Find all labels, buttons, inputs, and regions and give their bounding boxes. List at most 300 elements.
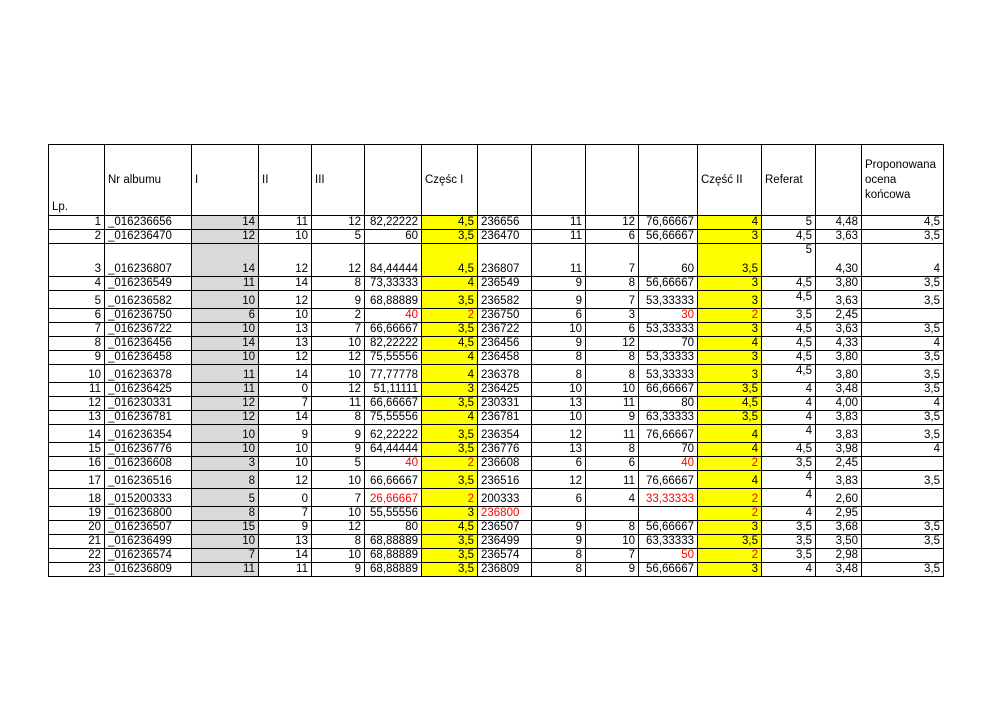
cell-final-grade: 3,5 xyxy=(862,411,944,425)
cell-referat: 4 xyxy=(762,471,816,489)
cell-part2-a: 9 xyxy=(532,535,586,549)
cell-part2-a: 8 xyxy=(532,351,586,365)
cell-referat: 3,5 xyxy=(762,457,816,471)
cell-referat: 4,5 xyxy=(762,351,816,365)
cell-ii: 12 xyxy=(259,244,312,277)
cell-czesc-i: 3,5 xyxy=(422,471,478,489)
header-blank-1 xyxy=(365,145,422,216)
cell-ii: 14 xyxy=(259,549,312,563)
cell-lp: 2 xyxy=(49,230,105,244)
cell-czesc-i: 2 xyxy=(422,457,478,471)
cell-id: 236608 xyxy=(478,457,532,471)
table-row xyxy=(49,216,944,230)
cell-referat: 4,5 xyxy=(762,277,816,291)
cell-lp: 5 xyxy=(49,291,105,309)
cell-referat: 4 xyxy=(762,411,816,425)
cell-nr-albumu: _016236499 xyxy=(105,535,192,549)
cell-czesc-i: 3,5 xyxy=(422,230,478,244)
cell-part2-b: 10 xyxy=(586,383,639,397)
cell-referat: 4 xyxy=(762,397,816,411)
cell-average: 2,60 xyxy=(816,489,862,507)
header-ii: II xyxy=(259,145,312,216)
cell-percent-2: 30 xyxy=(639,309,698,323)
cell-ii: 9 xyxy=(259,425,312,443)
cell-lp: 13 xyxy=(49,411,105,425)
cell-ii: 10 xyxy=(259,443,312,457)
cell-iii: 10 xyxy=(312,365,365,383)
cell-part2-a: 10 xyxy=(532,411,586,425)
cell-referat: 4 xyxy=(762,489,816,507)
cell-part2-b: 9 xyxy=(586,563,639,577)
cell-nr-albumu: _016236656 xyxy=(105,216,192,230)
cell-nr-albumu: _016236776 xyxy=(105,443,192,457)
cell-iii: 2 xyxy=(312,309,365,323)
cell-part2-b: 8 xyxy=(586,521,639,535)
cell-part2-a: 11 xyxy=(532,244,586,277)
cell-final-grade: 3,5 xyxy=(862,351,944,365)
cell-average: 2,45 xyxy=(816,457,862,471)
cell-part2-b: 10 xyxy=(586,535,639,549)
cell-referat: 4,5 xyxy=(762,337,816,351)
cell-final-grade: 3,5 xyxy=(862,277,944,291)
cell-part2-b: 9 xyxy=(586,411,639,425)
table-row xyxy=(49,411,944,425)
cell-i: 14 xyxy=(192,244,259,277)
cell-ii: 7 xyxy=(259,507,312,521)
cell-lp: 21 xyxy=(49,535,105,549)
cell-percent-2: 66,66667 xyxy=(639,383,698,397)
header-i: I xyxy=(192,145,259,216)
cell-percent-1: 75,55556 xyxy=(365,351,422,365)
cell-lp: 17 xyxy=(49,471,105,489)
cell-ii: 10 xyxy=(259,230,312,244)
cell-id: 236499 xyxy=(478,535,532,549)
cell-czesc-ii: 3 xyxy=(698,323,762,337)
cell-referat: 4 xyxy=(762,383,816,397)
cell-lp: 8 xyxy=(49,337,105,351)
cell-lp: 20 xyxy=(49,521,105,535)
cell-percent-1: 66,66667 xyxy=(365,397,422,411)
cell-part2-b: 11 xyxy=(586,425,639,443)
cell-i: 8 xyxy=(192,471,259,489)
cell-id: 230331 xyxy=(478,397,532,411)
cell-percent-2: 56,66667 xyxy=(639,230,698,244)
cell-i: 7 xyxy=(192,549,259,563)
cell-i: 11 xyxy=(192,383,259,397)
cell-nr-albumu: _016236750 xyxy=(105,309,192,323)
cell-average: 3,80 xyxy=(816,351,862,365)
cell-average: 3,83 xyxy=(816,425,862,443)
cell-i: 11 xyxy=(192,563,259,577)
cell-czesc-i: 3,5 xyxy=(422,397,478,411)
header-nr-albumu: Nr albumu xyxy=(105,145,192,216)
cell-lp: 3 xyxy=(49,244,105,277)
cell-percent-2: 63,33333 xyxy=(639,411,698,425)
cell-referat: 4 xyxy=(762,563,816,577)
cell-iii: 9 xyxy=(312,425,365,443)
cell-part2-b: 11 xyxy=(586,471,639,489)
cell-referat: 5 xyxy=(762,216,816,230)
cell-lp: 6 xyxy=(49,309,105,323)
cell-referat: 4,5 xyxy=(762,230,816,244)
cell-percent-1: 80 xyxy=(365,521,422,535)
cell-average: 4,33 xyxy=(816,337,862,351)
cell-final-grade: 3,5 xyxy=(862,291,944,309)
cell-referat: 4 xyxy=(762,507,816,521)
cell-percent-1: 40 xyxy=(365,309,422,323)
table-row xyxy=(49,507,944,521)
table-row xyxy=(49,425,944,443)
cell-iii: 8 xyxy=(312,535,365,549)
cell-czesc-i: 4,5 xyxy=(422,337,478,351)
cell-referat: 5 xyxy=(762,244,816,277)
cell-iii: 8 xyxy=(312,277,365,291)
cell-iii: 11 xyxy=(312,397,365,411)
cell-part2-b: 12 xyxy=(586,337,639,351)
cell-part2-a: 13 xyxy=(532,397,586,411)
cell-nr-albumu: _016236582 xyxy=(105,291,192,309)
cell-czesc-i: 3 xyxy=(422,383,478,397)
header-iii: III xyxy=(312,145,365,216)
cell-ii: 13 xyxy=(259,323,312,337)
cell-lp: 1 xyxy=(49,216,105,230)
header-czesc-ii: Część II xyxy=(698,145,762,216)
header-czesc-i: Częśc I xyxy=(422,145,478,216)
cell-percent-2: 70 xyxy=(639,443,698,457)
cell-czesc-ii: 3 xyxy=(698,230,762,244)
cell-percent-2: 56,66667 xyxy=(639,563,698,577)
cell-final-grade: 4 xyxy=(862,244,944,277)
cell-percent-2: 56,66667 xyxy=(639,521,698,535)
cell-ii: 13 xyxy=(259,337,312,351)
cell-percent-1: 66,66667 xyxy=(365,323,422,337)
cell-final-grade: 3,5 xyxy=(862,521,944,535)
table-row xyxy=(49,291,944,309)
cell-final-grade: 4 xyxy=(862,443,944,457)
cell-final-grade: 4,5 xyxy=(862,216,944,230)
cell-part2-a: 11 xyxy=(532,230,586,244)
cell-i: 3 xyxy=(192,457,259,471)
cell-lp: 22 xyxy=(49,549,105,563)
cell-average: 3,50 xyxy=(816,535,862,549)
cell-czesc-ii: 2 xyxy=(698,457,762,471)
cell-id: 236425 xyxy=(478,383,532,397)
header-blank-3 xyxy=(532,145,586,216)
cell-part2-a: 9 xyxy=(532,291,586,309)
cell-czesc-i: 3,5 xyxy=(422,549,478,563)
cell-percent-1: 64,44444 xyxy=(365,443,422,457)
cell-czesc-ii: 2 xyxy=(698,309,762,323)
cell-percent-2: 50 xyxy=(639,549,698,563)
cell-average: 3,83 xyxy=(816,411,862,425)
cell-id: 236582 xyxy=(478,291,532,309)
cell-nr-albumu: _016236574 xyxy=(105,549,192,563)
header-blank-6 xyxy=(816,145,862,216)
table-row xyxy=(49,535,944,549)
cell-final-grade: 3,5 xyxy=(862,425,944,443)
table-row xyxy=(49,323,944,337)
cell-part2-b: 6 xyxy=(586,457,639,471)
cell-final-grade: 3,5 xyxy=(862,535,944,549)
cell-nr-albumu: _016236470 xyxy=(105,230,192,244)
table-row xyxy=(49,443,944,457)
cell-part2-a: 11 xyxy=(532,216,586,230)
cell-i: 6 xyxy=(192,309,259,323)
cell-id: 236470 xyxy=(478,230,532,244)
cell-czesc-i: 3,5 xyxy=(422,323,478,337)
cell-nr-albumu: _016236800 xyxy=(105,507,192,521)
cell-referat: 3,5 xyxy=(762,549,816,563)
cell-lp: 11 xyxy=(49,383,105,397)
cell-percent-1: 68,88889 xyxy=(365,291,422,309)
cell-czesc-i: 4 xyxy=(422,365,478,383)
cell-final-grade: 3,5 xyxy=(862,471,944,489)
cell-percent-1: 84,44444 xyxy=(365,244,422,277)
cell-percent-2: 76,66667 xyxy=(639,216,698,230)
cell-czesc-i: 4 xyxy=(422,411,478,425)
cell-average: 3,48 xyxy=(816,563,862,577)
cell-i: 14 xyxy=(192,337,259,351)
header-row xyxy=(49,145,944,216)
table-row xyxy=(49,365,944,383)
cell-part2-a: 9 xyxy=(532,277,586,291)
cell-average: 3,48 xyxy=(816,383,862,397)
cell-id: 236549 xyxy=(478,277,532,291)
cell-lp: 16 xyxy=(49,457,105,471)
cell-czesc-ii: 3 xyxy=(698,563,762,577)
cell-iii: 9 xyxy=(312,291,365,309)
cell-average: 3,63 xyxy=(816,323,862,337)
table-row xyxy=(49,563,944,577)
cell-average: 3,98 xyxy=(816,443,862,457)
header-blank-5 xyxy=(639,145,698,216)
cell-part2-a: 8 xyxy=(532,549,586,563)
cell-i: 10 xyxy=(192,443,259,457)
cell-czesc-ii: 4 xyxy=(698,443,762,457)
cell-czesc-ii: 3 xyxy=(698,277,762,291)
table-row xyxy=(49,457,944,471)
cell-i: 8 xyxy=(192,507,259,521)
cell-i: 10 xyxy=(192,323,259,337)
table-row xyxy=(49,489,944,507)
table-row xyxy=(49,549,944,563)
table-row xyxy=(49,309,944,323)
cell-part2-a: 9 xyxy=(532,521,586,535)
cell-czesc-ii: 3,5 xyxy=(698,244,762,277)
cell-part2-b: 8 xyxy=(586,277,639,291)
cell-id: 236458 xyxy=(478,351,532,365)
cell-ii: 11 xyxy=(259,216,312,230)
table-row xyxy=(49,277,944,291)
cell-ii: 9 xyxy=(259,521,312,535)
header-lp: Lp. xyxy=(49,145,105,216)
table-row xyxy=(49,337,944,351)
cell-id: 236354 xyxy=(478,425,532,443)
cell-referat: 3,5 xyxy=(762,309,816,323)
cell-percent-1: 73,33333 xyxy=(365,277,422,291)
cell-i: 11 xyxy=(192,277,259,291)
cell-id: 236776 xyxy=(478,443,532,457)
table-row xyxy=(49,383,944,397)
cell-referat: 4,5 xyxy=(762,443,816,457)
cell-id: 236750 xyxy=(478,309,532,323)
cell-czesc-i: 4,5 xyxy=(422,521,478,535)
cell-percent-2: 80 xyxy=(639,397,698,411)
cell-lp: 4 xyxy=(49,277,105,291)
cell-i: 12 xyxy=(192,397,259,411)
cell-iii: 12 xyxy=(312,521,365,535)
cell-part2-b: 8 xyxy=(586,443,639,457)
cell-id: 236800 xyxy=(478,507,532,521)
cell-lp: 15 xyxy=(49,443,105,457)
cell-nr-albumu: _016236456 xyxy=(105,337,192,351)
cell-czesc-ii: 3 xyxy=(698,291,762,309)
cell-czesc-i: 3 xyxy=(422,507,478,521)
cell-nr-albumu: _016236809 xyxy=(105,563,192,577)
cell-nr-albumu: _016236507 xyxy=(105,521,192,535)
cell-part2-b: 7 xyxy=(586,549,639,563)
cell-lp: 14 xyxy=(49,425,105,443)
cell-part2-a: 12 xyxy=(532,471,586,489)
cell-percent-1: 68,88889 xyxy=(365,549,422,563)
cell-iii: 10 xyxy=(312,507,365,521)
cell-ii: 14 xyxy=(259,365,312,383)
cell-nr-albumu: _016236354 xyxy=(105,425,192,443)
cell-i: 10 xyxy=(192,351,259,365)
cell-lp: 18 xyxy=(49,489,105,507)
cell-ii: 0 xyxy=(259,489,312,507)
cell-id: 236781 xyxy=(478,411,532,425)
table-row xyxy=(49,351,944,365)
cell-percent-2: 33,33333 xyxy=(639,489,698,507)
cell-final-grade: 4 xyxy=(862,337,944,351)
cell-average: 3,80 xyxy=(816,277,862,291)
cell-lp: 10 xyxy=(49,365,105,383)
cell-percent-1: 40 xyxy=(365,457,422,471)
cell-percent-2: 60 xyxy=(639,244,698,277)
cell-czesc-ii: 4 xyxy=(698,216,762,230)
cell-nr-albumu: _016236608 xyxy=(105,457,192,471)
cell-percent-2: 53,33333 xyxy=(639,365,698,383)
cell-average: 3,80 xyxy=(816,365,862,383)
cell-percent-1: 82,22222 xyxy=(365,337,422,351)
cell-average: 3,83 xyxy=(816,471,862,489)
cell-percent-1: 60 xyxy=(365,230,422,244)
cell-average: 4,30 xyxy=(816,244,862,277)
cell-iii: 10 xyxy=(312,337,365,351)
cell-id: 236507 xyxy=(478,521,532,535)
cell-average: 3,63 xyxy=(816,230,862,244)
cell-nr-albumu: _016236425 xyxy=(105,383,192,397)
cell-part2-a: 10 xyxy=(532,383,586,397)
cell-percent-1: 51,11111 xyxy=(365,383,422,397)
cell-part2-b: 7 xyxy=(586,244,639,277)
cell-lp: 9 xyxy=(49,351,105,365)
cell-part2-a xyxy=(532,507,586,521)
cell-percent-2: 70 xyxy=(639,337,698,351)
cell-percent-2: 76,66667 xyxy=(639,471,698,489)
cell-ii: 14 xyxy=(259,411,312,425)
cell-part2-a: 6 xyxy=(532,457,586,471)
cell-average: 2,45 xyxy=(816,309,862,323)
cell-nr-albumu: _016236516 xyxy=(105,471,192,489)
table-row xyxy=(49,397,944,411)
cell-iii: 10 xyxy=(312,549,365,563)
cell-average: 2,95 xyxy=(816,507,862,521)
cell-percent-1: 68,88889 xyxy=(365,535,422,549)
cell-referat: 3,5 xyxy=(762,521,816,535)
cell-czesc-ii: 3 xyxy=(698,351,762,365)
cell-czesc-ii: 3,5 xyxy=(698,411,762,425)
cell-czesc-ii: 4 xyxy=(698,471,762,489)
cell-czesc-ii: 3,5 xyxy=(698,535,762,549)
cell-part2-b xyxy=(586,507,639,521)
cell-part2-b: 6 xyxy=(586,230,639,244)
cell-i: 10 xyxy=(192,291,259,309)
cell-percent-1: 62,22222 xyxy=(365,425,422,443)
cell-ii: 12 xyxy=(259,351,312,365)
cell-final-grade: 3,5 xyxy=(862,383,944,397)
cell-ii: 14 xyxy=(259,277,312,291)
cell-czesc-i: 3,5 xyxy=(422,563,478,577)
cell-i: 11 xyxy=(192,365,259,383)
cell-final-grade: 3,5 xyxy=(862,563,944,577)
cell-ii: 0 xyxy=(259,383,312,397)
cell-iii: 5 xyxy=(312,457,365,471)
cell-czesc-ii: 3 xyxy=(698,365,762,383)
cell-part2-b: 12 xyxy=(586,216,639,230)
cell-id: 236807 xyxy=(478,244,532,277)
table-row xyxy=(49,521,944,535)
cell-czesc-i: 4,5 xyxy=(422,216,478,230)
cell-final-grade xyxy=(862,507,944,521)
cell-iii: 12 xyxy=(312,351,365,365)
cell-iii: 12 xyxy=(312,244,365,277)
cell-czesc-i: 3,5 xyxy=(422,535,478,549)
cell-iii: 5 xyxy=(312,230,365,244)
cell-part2-a: 8 xyxy=(532,563,586,577)
cell-percent-1: 75,55556 xyxy=(365,411,422,425)
cell-iii: 10 xyxy=(312,471,365,489)
cell-percent-2: 53,33333 xyxy=(639,351,698,365)
header-blank-4 xyxy=(586,145,639,216)
cell-final-grade: 3,5 xyxy=(862,323,944,337)
cell-i: 15 xyxy=(192,521,259,535)
table-row xyxy=(49,230,944,244)
cell-percent-1: 55,55556 xyxy=(365,507,422,521)
cell-czesc-ii: 4 xyxy=(698,337,762,351)
cell-czesc-ii: 3,5 xyxy=(698,383,762,397)
cell-id: 236722 xyxy=(478,323,532,337)
cell-i: 12 xyxy=(192,411,259,425)
grades-spreadsheet xyxy=(48,144,944,577)
cell-part2-a: 8 xyxy=(532,365,586,383)
cell-part2-b: 3 xyxy=(586,309,639,323)
cell-ii: 11 xyxy=(259,563,312,577)
cell-czesc-i: 3,5 xyxy=(422,291,478,309)
cell-percent-1: 66,66667 xyxy=(365,471,422,489)
cell-referat: 4,5 xyxy=(762,365,816,383)
cell-part2-a: 6 xyxy=(532,489,586,507)
cell-final-grade xyxy=(862,489,944,507)
cell-i: 14 xyxy=(192,216,259,230)
cell-referat: 4 xyxy=(762,425,816,443)
cell-iii: 7 xyxy=(312,489,365,507)
cell-average: 3,68 xyxy=(816,521,862,535)
cell-nr-albumu: _016230331 xyxy=(105,397,192,411)
cell-final-grade: 3,5 xyxy=(862,365,944,383)
cell-final-grade xyxy=(862,549,944,563)
